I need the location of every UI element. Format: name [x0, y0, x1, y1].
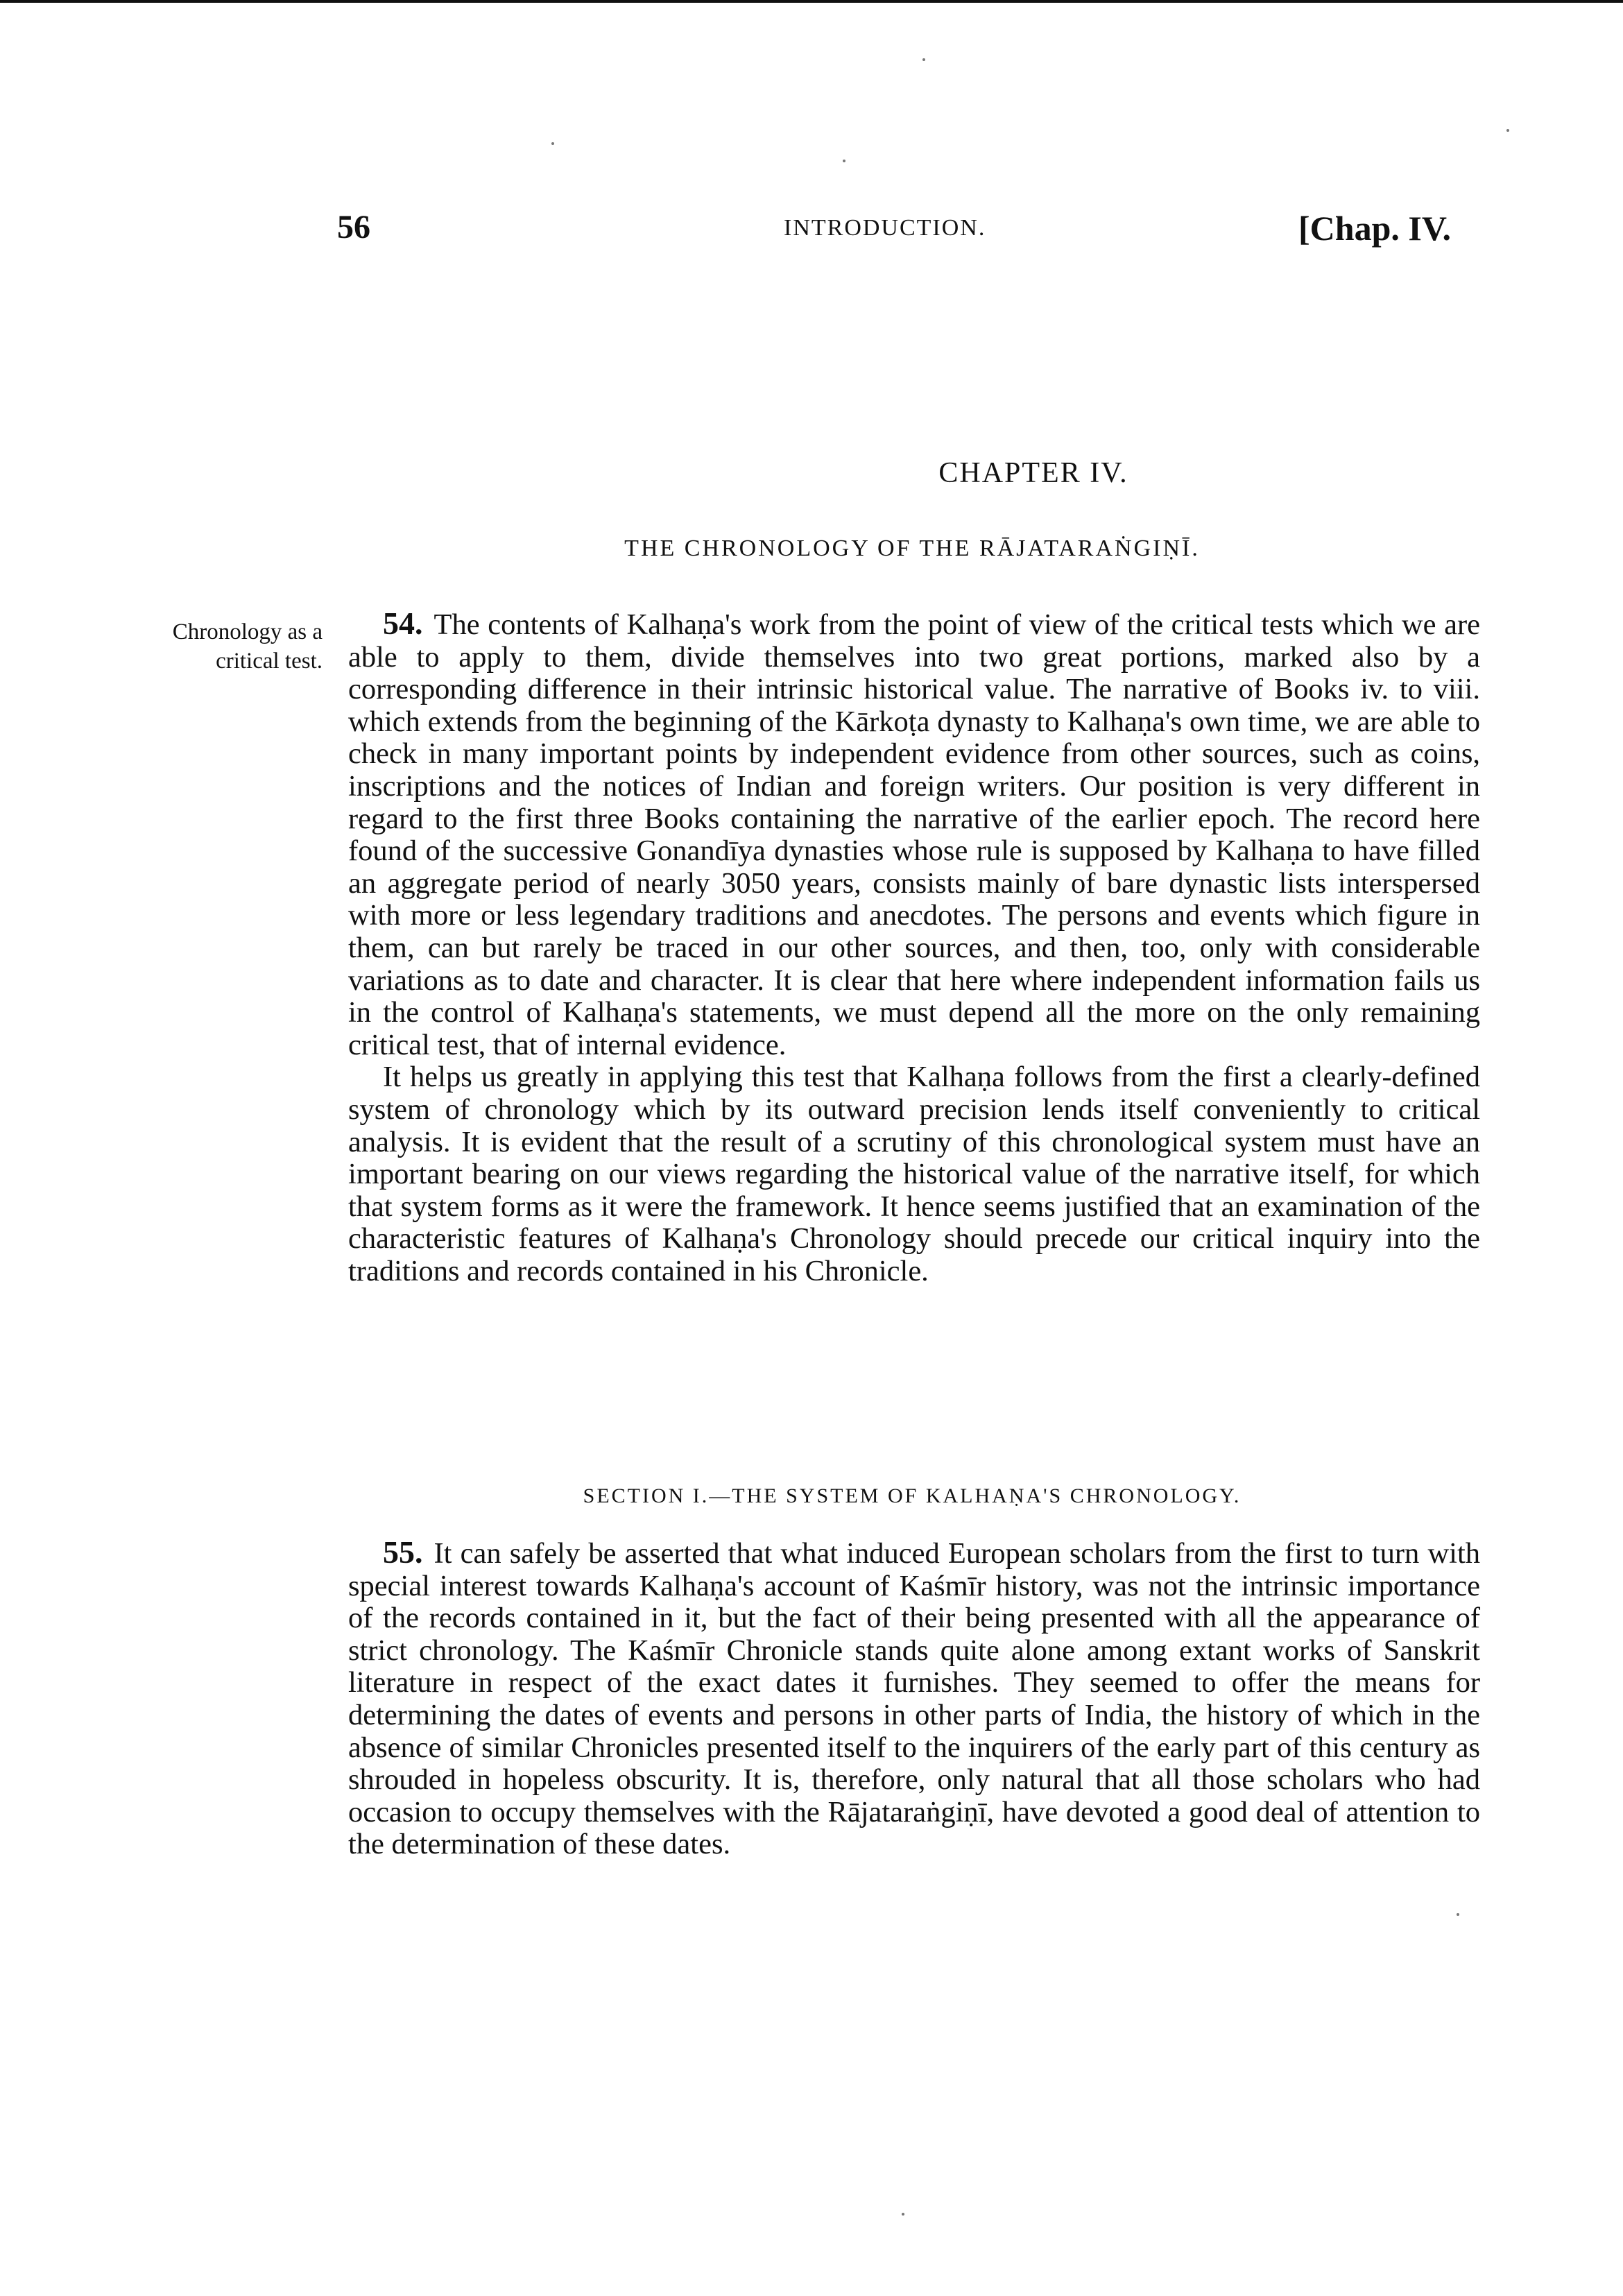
scan-speck — [922, 58, 925, 61]
margin-note-line-1: Chronology as a — [172, 619, 323, 644]
scan-speck — [902, 2213, 904, 2216]
scan-speck — [843, 160, 845, 162]
chapter-reference: [Chap. IV. — [1298, 209, 1451, 248]
chapter-body — [348, 608, 1480, 1287]
page-number: 56 — [337, 209, 370, 246]
running-head — [0, 208, 1623, 250]
margin-note — [114, 617, 323, 676]
paragraph-text: The contents of Kalhaṇa's work from the point of view of the critical tests which we are able to apply to them, divide themselves into two great portions, marked also by a corresponding difference in their intrinsic historical value. The narrative of Books iv. to viii. which extends from the beginning of the Kārkoṭa dynasty to Kalhaṇa's own time, we are able to check in many important points by independent evidence from other sources, such as coins, inscriptions and the notices of Indian and foreign writers. Our position is very different in regard to the first three Books containing the narrative of the earlier epoch. The record here found of the successive Gonandīya dynasties whose rule is supposed by Kalhaṇa to have filled an aggregate period of nearly 3050 years, consists mainly of bare dynastic lists interspersed with more or less legendary traditions and anecdotes. The persons and events which figure in them, can but rarely be traced in our other sources, and then, too, only with considerable variations as to date and character. It is clear that here where independent information fails us in the control of Kalhaṇa's statements, we must depend all the more on the only remaining critical test, that of internal evidence. — [348, 608, 1480, 1061]
paragraph-number: 55. — [383, 1534, 423, 1570]
section-body — [348, 1536, 1480, 1861]
paragraph-text: It can safely be asserted that what induced European scholars from the first to turn with special interest towards Kalhaṇa's account of Kaśmīr history, was not the intrinsic importance of the records contained in it, but the fact of their being presented with all the appearance of strict chronology. The Kaśmīr Chronicle stands quite alone among extant works of Sanskrit literature in respect of the exact dates it furnishes. They seemed to offer the means for determining the dates of events and persons in other parts of India, the history of which in the absence of similar Chronicles presented itself to the inquirers of the early part of this century as shrouded in hopeless obscurity. It is, therefore, only natural that all those scholars who had occasion to occupy themselves with the Rājataraṅgiṇī, have devoted a good deal of attention to the determination of these dates. — [348, 1537, 1480, 1861]
scan-speck — [1457, 1913, 1459, 1916]
chapter-heading: CHAPTER IV. — [938, 457, 1128, 489]
paragraph-54 — [348, 608, 1480, 1061]
paragraph-number: 54. — [383, 606, 423, 641]
page-top-edge — [0, 0, 1623, 3]
scan-speck — [551, 142, 554, 145]
paragraph-55 — [348, 1536, 1480, 1861]
margin-note-line-2: critical test. — [216, 649, 323, 674]
paragraph-text: It helps us greatly in applying this test that Kalhaṇa follows from the first a clearly-defined system of chronology which by its outward precision lends itself conveniently to critical analysis. It is evident that the result of a scrutiny of this chronological system must have an important bearing on our views regarding the historical value of the narrative itself, for which that system forms as it were the framework. It hence seems justified that an examination of the characteristic features of Kalhaṇa's Chronology should precede our critical inquiry into the traditions and records contained in his Chronicle. — [348, 1061, 1480, 1287]
scan-speck — [1506, 129, 1509, 132]
running-title: INTRODUCTION. — [784, 215, 986, 241]
chapter-title: THE CHRONOLOGY OF THE RĀJATARAṄGIṆĪ. — [624, 536, 1200, 561]
section-heading: SECTION I.—THE SYSTEM OF KALHAṆA'S CHRONOLOGY. — [583, 1484, 1242, 1507]
paragraph-continuation — [348, 1061, 1480, 1287]
